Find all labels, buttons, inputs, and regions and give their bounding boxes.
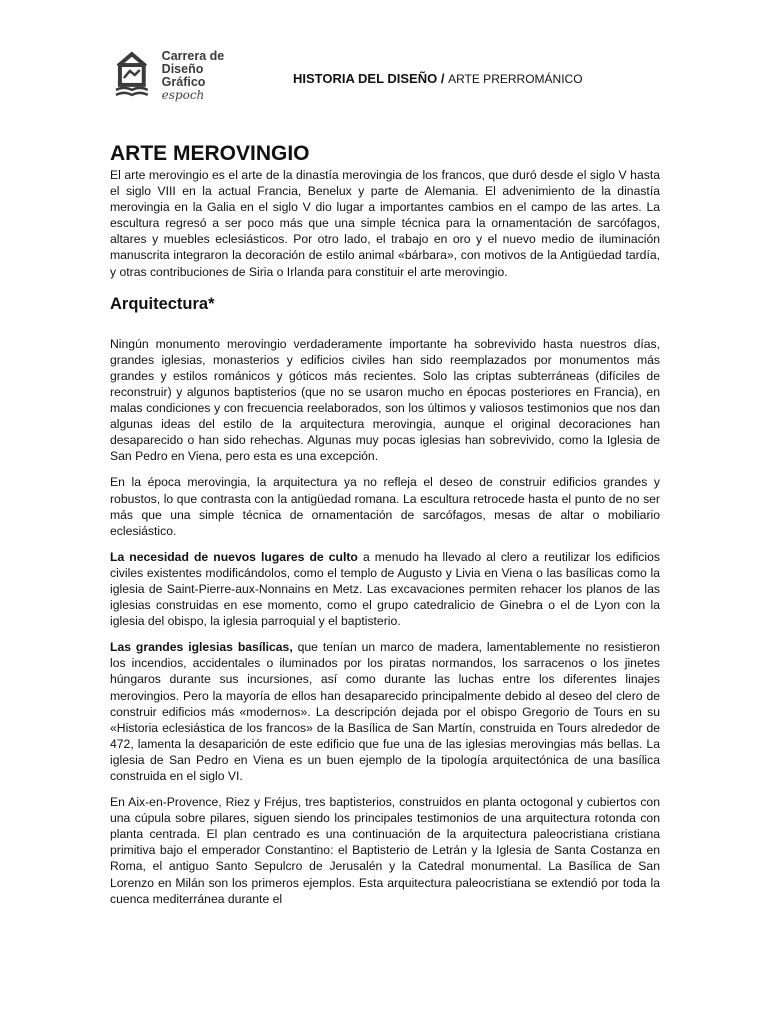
paragraph-4-text: que tenían un marco de madera, lamentablemente no resistieron los incendios, accidentales o iluminados por los piratas normandos, los sarracenos o los jinetes húngaros durante sus incursiones, así como durante las luchas entre los diferentes linajes merovingios. Pero la mayoría de ellos han desaparecido principalmente debido al deseo del clero de construir edificios más «modernos». La descripción dejada por el obispo Gregorio de Tours en su «Historia eclesiástica de los francos» de la Basílica de San Martín, construida en Tours alrededor de 472, lamenta la desaparición de este edificio que fue una de las iglesias merovingias más bellas. La iglesia de San Pedro en Viena es un buen ejemplo de la tipología arquitectónica de una basílica construida en el siglo VI. — [110, 640, 660, 783]
paragraph-5: En Aix-en-Provence, Riez y Fréjus, tres baptisterios, construidos en planta octogonal y cubiertos con una cúpula sobre pilares, siguen siendo los principales testimonios de una arquitectura rotonda con planta centrada. El plan centrado es una continuación de la arquitectura paleocristiana cristiana primitiva bajo el emperador Constantino: el Baptisterio de Letrán y la Iglesia de Santa Costanza en Roma, el antiguo Santo Sepulcro de Jerusalén y la Catedral monumental. La Basílica de San Lorenzo en Milán son los primeros ejemplos. Esta arquitectura paleocristiana se extendió por toda la cuenca mediterránea durante el — [110, 795, 660, 906]
logo — [108, 40, 250, 100]
paragraph-4 — [110, 639, 660, 784]
logo-line-3: espoch — [161, 88, 205, 102]
paragraph-3-lead: La necesidad de nuevos lugares de culto — [110, 549, 358, 564]
header-title-main: HISTORIA DEL DISEÑO / — [293, 71, 449, 86]
intro-paragraph: El arte merovingio es el arte de la dinastía merovingia de los francos, que duró desde el siglo V hasta el siglo VIII en la actual Francia, Benelux y parte de Alemania. El advenimiento de la dinastía merovingia en la Galia en el siglo V dio lugar a importantes cambios en el campo de las artes. La escultura regresó a ser poco más que una simple técnica para la ornamentación de sarcófagos, altares y muebles eclesiásticos. Por otro lado, el trabajo en oro y el nuevo medio de iluminación manuscrita integraron la decoración de estilo animal «bárbara», con motivos de la Antigüedad tardía, y otras contribuciones de Siria o Irlanda para constituir el arte merovingio. — [110, 168, 660, 279]
paragraph-1: Ningún monumento merovingio verdaderamente importante ha sobrevivido hasta nuestros días, grandes iglesias, monasterios y edificios civiles han sido reemplazados por monumentos más grandes y estilos románicos y góticos más recientes. Solo las criptas subterráneas (difíciles de reconstruir) y algunos baptisterios (que no se usaron mucho en épocas posteriores en Francia), en malas condiciones y con frecuencia reelaborados, son los últimos y valiosos testimonios que nos dan algunas ideas del estilo de la arquitectura merovingia, aunque el original decoraciones han desaparecido o han sido rehechas. Algunas muy pocas iglesias han sobrevivido, como la Iglesia de San Pedro en Viena, pero esta es una excepción. — [110, 336, 660, 464]
logo-line-2: Diseño Gráfico — [161, 62, 206, 89]
book-house-logo-icon — [108, 40, 156, 100]
paragraph-3 — [110, 549, 660, 629]
paragraph-2: En la época merovingia, la arquitectura ya no refleja el deseo de construir edificios grandes y robustos, lo que contrasta con la antigüedad romana. La escultura retrocede hasta el punto de no ser más que una simple técnica de ornamentación de sarcófagos, mesas de altar o mobiliario eclesiástico. — [110, 475, 660, 538]
document-body — [110, 142, 660, 907]
section-title: Arquitectura* — [110, 294, 215, 313]
paragraph-3-text: a menudo ha llevado al clero a reutilizar los edificios civiles existentes modificándolos, como el templo de Augusto y Livia en Viena o las basílicas como la iglesia de Saint-Pierre-aux-Nonnains en Metz. Las excavaciones permiten rehacer los planos de las iglesias construidas en ese momento, como el grupo catedralicio de Ginebra o el de Lyon con la iglesia del obispo, la iglesia parroquial y el baptisterio. — [110, 549, 660, 629]
header-title — [293, 71, 583, 86]
paragraph-4-lead: Las grandes iglesias basílicas, — [110, 640, 293, 655]
logo-text — [162, 50, 250, 101]
logo-line-1: Carrera de — [161, 49, 225, 63]
header-title-sub: ARTE PRERROMÁNICO — [448, 72, 583, 86]
page-title: ARTE MEROVINGIO — [110, 142, 310, 165]
